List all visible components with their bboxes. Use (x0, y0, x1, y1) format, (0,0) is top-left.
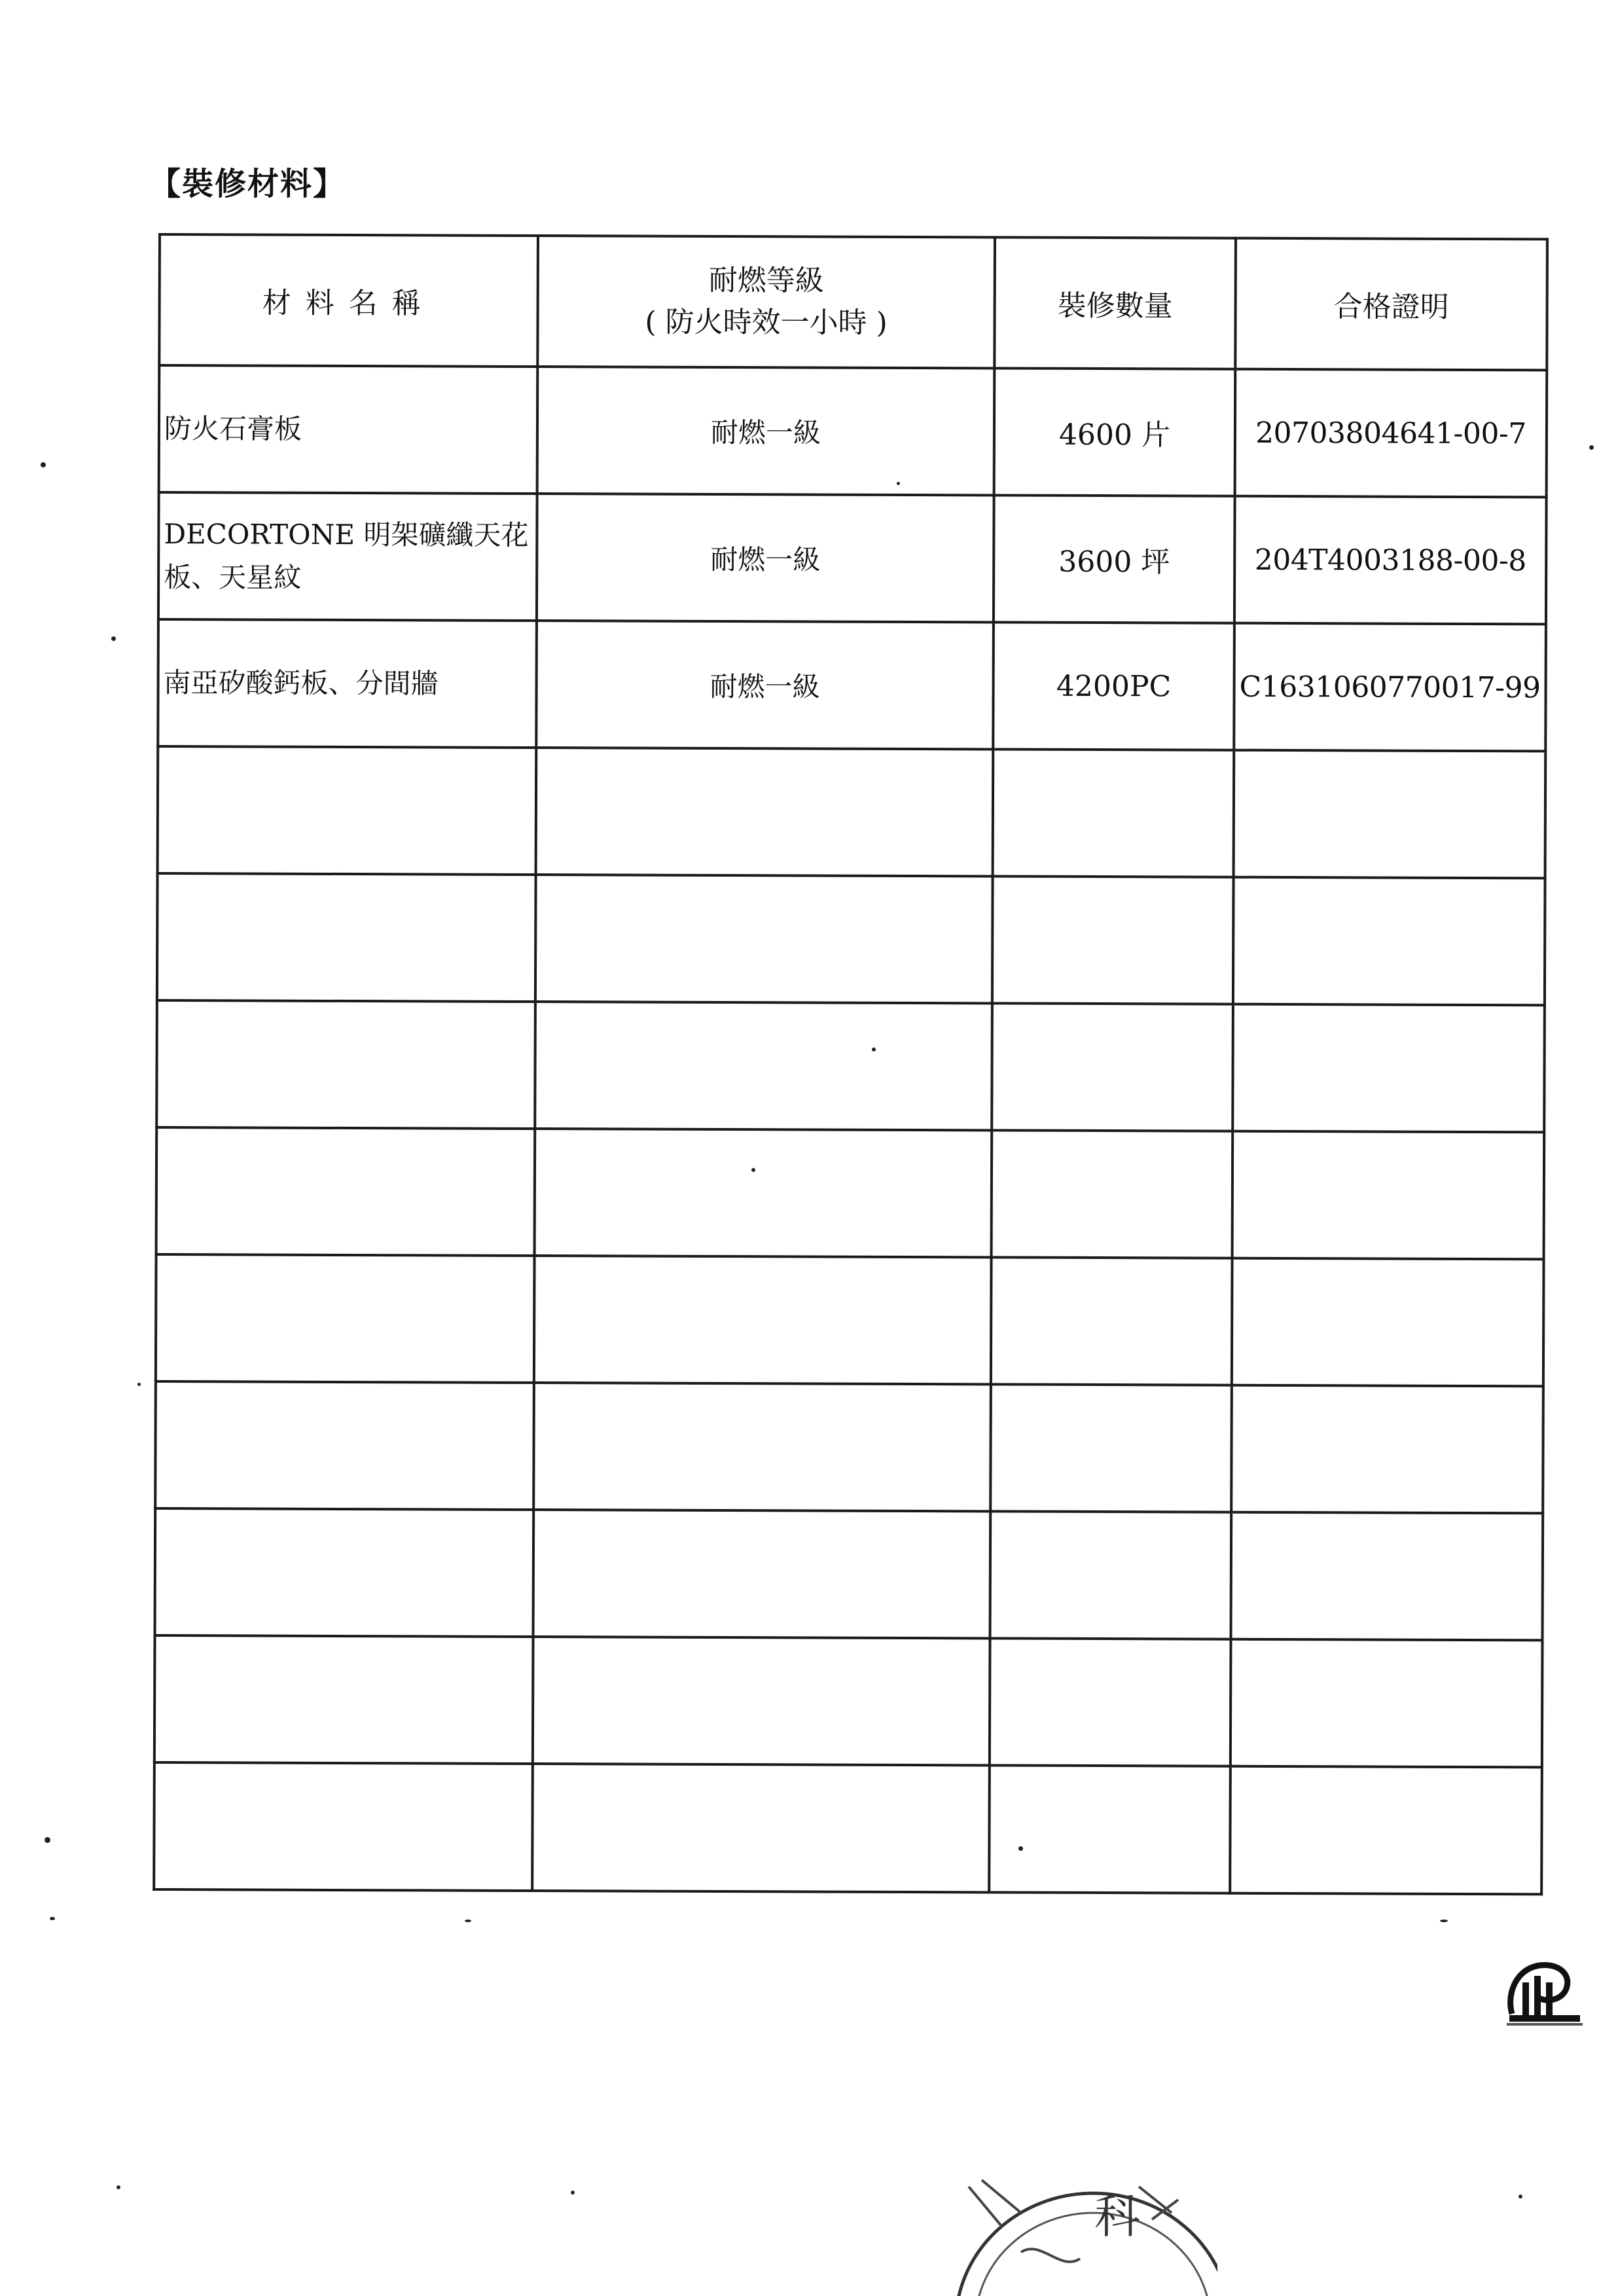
cell-quantity: 4600 片 (994, 368, 1236, 496)
cell-material-name (155, 1508, 534, 1637)
header-certificate: 合格證明 (1235, 238, 1547, 371)
cell-fire-rating (533, 1510, 991, 1638)
section-title: 【裝修材料】 (149, 166, 346, 202)
cell-fire-rating (534, 1256, 992, 1384)
table-row (158, 619, 1546, 751)
svg-text:科: 科 (1094, 2190, 1140, 2244)
cell-material-name (157, 873, 536, 1002)
scan-speck (571, 2191, 575, 2195)
scan-speck (1589, 445, 1594, 450)
table-row (155, 1508, 1543, 1640)
cell-material-name (154, 1762, 533, 1891)
cell-certificate (1231, 1639, 1543, 1768)
scan-speck (897, 482, 900, 485)
table-row (155, 1381, 1543, 1513)
table-row (156, 1254, 1544, 1386)
cell-material-name (154, 1635, 533, 1764)
header-material-name: 材料名稱 (159, 234, 538, 367)
cell-certificate: 204T4003188-00-8 (1234, 496, 1547, 625)
cell-certificate (1232, 1131, 1545, 1260)
cell-quantity (990, 1384, 1232, 1512)
cell-material-name (155, 1381, 534, 1510)
header-fire-rating-line1: 耐燃等級 (708, 263, 824, 298)
cell-certificate (1230, 1766, 1542, 1895)
table-row (158, 492, 1547, 624)
cell-certificate (1231, 1512, 1543, 1641)
header-row (159, 234, 1547, 370)
table-row (156, 1000, 1545, 1132)
scan-speck (50, 1917, 55, 1920)
scan-speck (137, 1383, 141, 1386)
cell-fire-rating (536, 748, 994, 876)
cell-fire-rating: 耐燃一級 (536, 621, 994, 749)
cell-quantity: 4200PC (993, 622, 1234, 750)
scan-speck (872, 1048, 876, 1051)
cell-quantity (992, 1003, 1233, 1131)
cell-fire-rating (532, 1764, 990, 1892)
header-fire-rating-line2: ( 防火時效一小時 ) (645, 305, 888, 340)
header-fire-rating (537, 236, 995, 368)
cell-quantity (992, 876, 1234, 1004)
scan-speck (751, 1168, 755, 1172)
cell-certificate: 20703804641-00-7 (1235, 369, 1547, 498)
table-body (154, 365, 1547, 1894)
scan-speck (1440, 1920, 1448, 1922)
cell-quantity (989, 1765, 1231, 1893)
cell-quantity (993, 749, 1234, 877)
cell-material-name (156, 1254, 535, 1383)
cell-certificate (1233, 877, 1545, 1006)
cell-quantity (990, 1638, 1231, 1766)
scan-speck (111, 636, 116, 641)
cell-certificate (1232, 1004, 1545, 1133)
cell-material-name (158, 746, 537, 875)
scan-speck (1519, 2195, 1522, 2198)
cell-fire-rating: 耐燃一級 (537, 367, 995, 495)
scan-speck (117, 2185, 120, 2189)
scan-speck (45, 1837, 50, 1843)
cell-fire-rating (535, 1129, 992, 1257)
cell-fire-rating (535, 1002, 992, 1130)
cell-certificate: C1631060770017-99 (1234, 623, 1546, 752)
cell-quantity (990, 1511, 1232, 1639)
company-logo (1500, 1956, 1592, 2030)
table-row (157, 873, 1545, 1005)
cell-quantity (992, 1130, 1233, 1258)
cell-material-name (156, 1000, 535, 1129)
scan-speck (1018, 1846, 1023, 1851)
table-row (159, 365, 1547, 497)
cell-fire-rating: 耐燃一級 (537, 494, 994, 622)
cell-fire-rating (535, 875, 993, 1003)
cell-material-name: 防火石膏板 (159, 365, 538, 494)
cell-certificate (1232, 1258, 1544, 1387)
table-row (158, 746, 1546, 878)
cell-certificate (1234, 750, 1546, 879)
scan-speck (465, 1920, 471, 1922)
cell-material-name: 南亞矽酸鈣板、分間牆 (158, 619, 537, 748)
cell-quantity (991, 1257, 1232, 1385)
cell-material-name: DECORTONE 明架礦纖天花板、天星紋 (158, 492, 537, 621)
scan-speck (41, 462, 46, 467)
table-row (154, 1635, 1543, 1767)
cell-quantity: 3600 坪 (994, 495, 1235, 623)
materials-table (153, 233, 1549, 1895)
cell-certificate (1231, 1385, 1543, 1514)
seal-stamp (943, 2160, 1217, 2296)
table-row (156, 1127, 1545, 1259)
cell-material-name (156, 1127, 535, 1256)
header-quantity: 裝修數量 (994, 237, 1236, 369)
cell-fire-rating (533, 1383, 991, 1511)
table-row (154, 1762, 1542, 1894)
cell-fire-rating (533, 1637, 990, 1765)
